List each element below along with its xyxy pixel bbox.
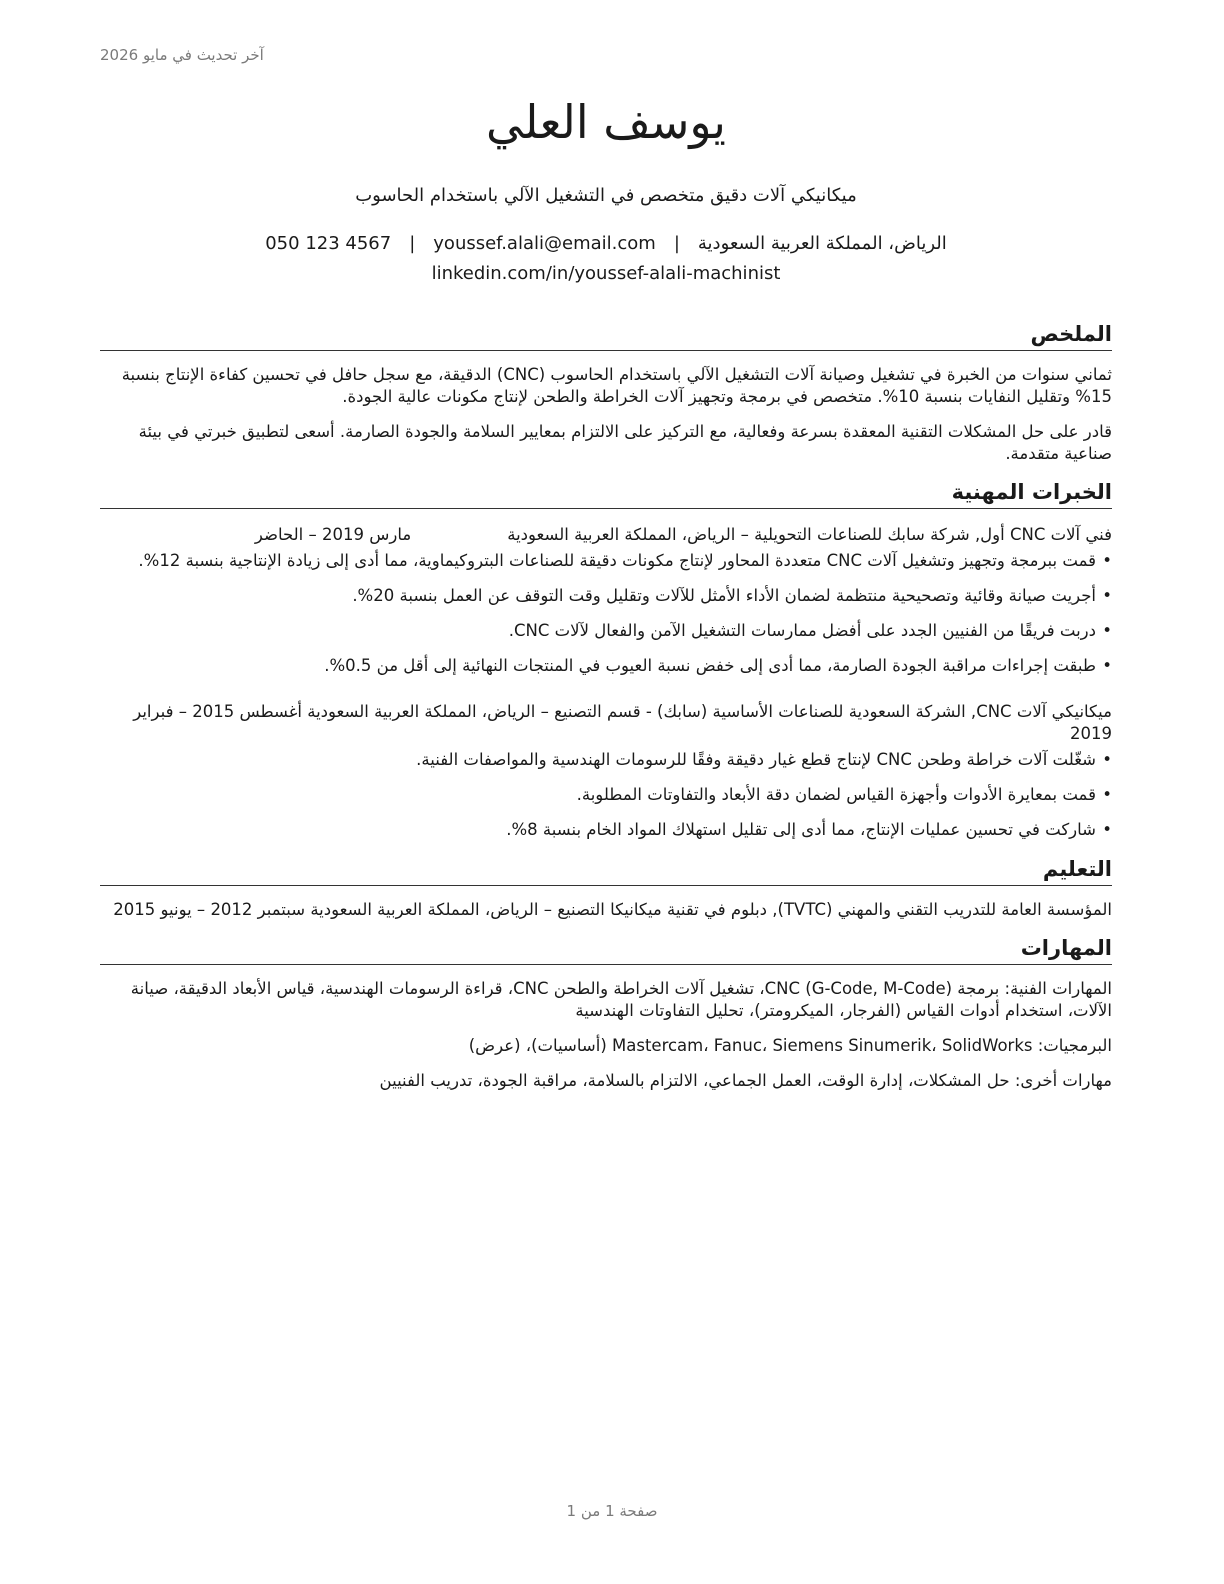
job-bullet: • قمت ببرمجة وتجهيز وتشغيل آلات CNC متعددة المحاور لإنتاج مكونات دقيقة للصناعات البتروكيماوية، مما أدى إلى زيادة الإنتاجية بنسبة 12%. [100,550,1112,572]
email-link[interactable]: youssef.alali@email.com [433,232,656,254]
job-title-line: فني آلات CNC أول, شركة سابك للصناعات التحويلية – الرياض، المملكة العربية السعودية [507,524,1112,544]
job-dates: مارس 2019 – الحاضر [254,524,412,544]
resume-page [100,0,1112,1092]
contact-line [100,229,1112,259]
skills-heading: المهارات [100,933,1112,965]
location-text: الرياض، المملكة العربية السعودية [697,232,947,254]
candidate-name: يوسف العلي [486,95,726,149]
summary-paragraph: قادر على حل المشكلات التقنية المعقدة بسرعة وفعالية، مع التركيز على الالتزام بمعايير السلامة والجودة الصارمة. أسعى لتطبيق خبرتي في بيئة صناعية متقدمة. [138,421,1112,463]
contact-separator: | [673,232,680,254]
summary-heading: الملخص [100,319,1112,351]
linkedin-link[interactable]: linkedin.com/in/youssef-alali-machinist [431,262,781,284]
contact-separator: | [409,232,416,254]
job-bullet: • شغّلت آلات خراطة وطحن CNC لإنتاج قطع غيار دقيقة وفقًا للرسومات الهندسية والمواصفات الفنية. [100,749,1112,771]
skills-line: مهارات أخرى: حل المشكلات، إدارة الوقت، العمل الجماعي، الالتزام بالسلامة، مراقبة الجودة، تدريب الفنيين [379,1070,1112,1090]
professional-title: ميكانيكي آلات دقيق متخصص في التشغيل الآلي باستخدام الحاسوب [355,184,857,206]
job-bullets [100,550,1112,677]
job-header [100,701,1112,745]
job-bullet: • دربت فريقًا من الفنيين الجدد على أفضل ممارسات التشغيل الآمن والفعال لآلات CNC. [100,620,1112,642]
education-heading: التعليم [100,854,1112,886]
job-title-line: ميكانيكي آلات CNC, الشركة السعودية للصناعات الأساسية (سابك) - قسم التصنيع – الرياض، المملكة العربية السعودية [307,701,1112,721]
education-entry: المؤسسة العامة للتدريب التقني والمهني (TVTC), دبلوم في تقنية ميكانيكا التصنيع – الرياض، المملكة العربية السعودية سبتمبر 2012 – يونيو 2015 [113,899,1112,919]
job-dates: أغسطس 2015 – فبراير 2019 [133,701,1112,743]
page-number: صفحة 1 من 1 [566,1502,658,1520]
experience-heading: الخبرات المهنية [100,477,1112,509]
job-bullet: • أجريت صيانة وقائية وتصحيحية منتظمة لضمان الأداء الأمثل للآلات وتقليل وقت التوقف عن العمل بنسبة 20%. [100,585,1112,607]
last-updated-note: آخر تحديث في مايو 2026 [100,46,264,64]
job-entry [100,524,1112,677]
job-entry [100,701,1112,841]
skills-line: البرمجيات: Mastercam، Fanuc، Siemens Sinumerik، SolidWorks (أساسيات)، (عرض) [468,1035,1112,1055]
phone-number: 050 123 4567 [265,232,392,254]
job-bullet: • قمت بمعايرة الأدوات وأجهزة القياس لضمان دقة الأبعاد والتفاوتات المطلوبة. [100,784,1112,806]
summary-paragraph: ثماني سنوات من الخبرة في تشغيل وصيانة آلات التشغيل الآلي باستخدام الحاسوب (CNC) الدقيقة، مع سجل حافل في تحسين كفاءة الإنتاج بنسبة 15% وتقليل النفايات بنسبة 10%. متخصص في برمجة وتجهيز آلات الخراطة والطحن لإنتاج مكونات عالية الجودة. [121,364,1112,406]
job-bullet: • شاركت في تحسين عمليات الإنتاج، مما أدى إلى تقليل استهلاك المواد الخام بنسبة 8%. [100,819,1112,841]
job-bullet: • طبقت إجراءات مراقبة الجودة الصارمة، مما أدى إلى خفض نسبة العيوب في المنتجات النهائية إلى أقل من 0.5%. [100,655,1112,677]
job-header [100,524,1112,546]
skills-line: المهارات الفنية: برمجة CNC (G-Code, M-Code)، تشغيل آلات الخراطة والطحن CNC، قراءة الرسومات الهندسية، قياس الأبعاد الدقيقة، صيانة الآلات، استخدام أدوات القياس (الفرجار، الميكرومتر)، تحليل التفاوتات الهندسية [130,978,1112,1020]
job-bullets [100,749,1112,841]
